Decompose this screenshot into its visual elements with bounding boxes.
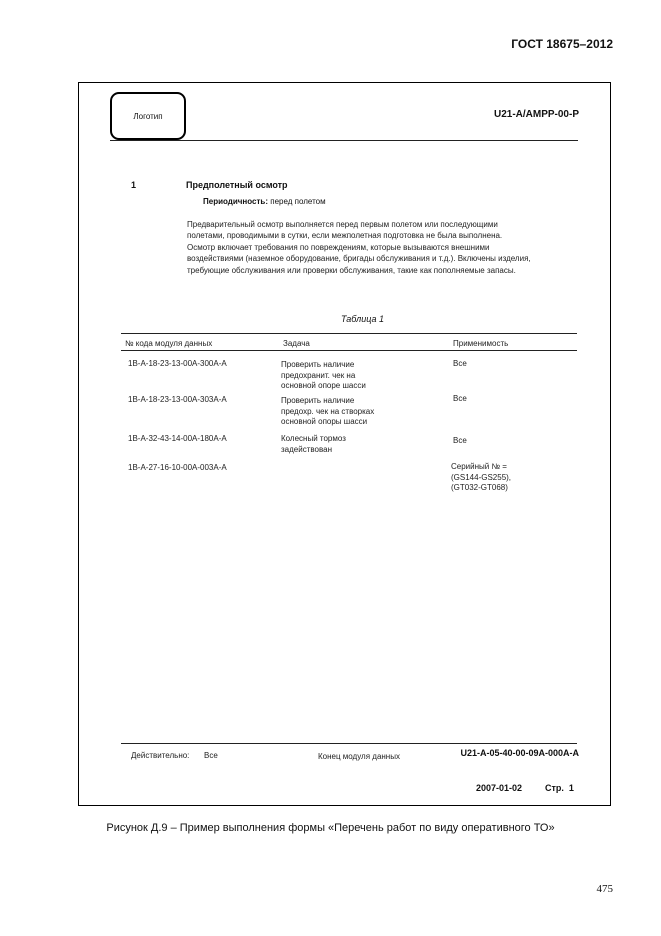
paragraph-line: Осмотр включает требования по повреждениям, которые вызываются внешними bbox=[187, 242, 490, 252]
figure-caption: Рисунок Д.9 – Пример выполнения формы «Перечень работ по виду оперативного ТО» bbox=[106, 822, 555, 834]
task-line: предохр. чек на створках bbox=[281, 406, 375, 416]
table-cell-code: 1B-A-27-16-10-00A-003A-A bbox=[128, 463, 227, 472]
table-cell-applicability: Все bbox=[453, 394, 467, 403]
paragraph-line: требующие обслуживания или проверки обслуживания, такие как пополняемые запасы. bbox=[187, 265, 516, 275]
section-number: 1 bbox=[131, 180, 137, 190]
logo-placeholder bbox=[110, 92, 186, 140]
description-paragraph bbox=[187, 219, 587, 276]
task-line: Проверить наличие bbox=[281, 396, 355, 405]
end-of-module-label: Конец модуля данных bbox=[318, 752, 400, 761]
paragraph-line: Предварительный осмотр выполняется перед первым полетом или последующими bbox=[187, 220, 498, 229]
applicability-line: Серийный № = bbox=[451, 462, 507, 471]
table-header-code: № кода модуля данных bbox=[125, 339, 213, 348]
valid-label: Действительно: bbox=[131, 751, 190, 760]
applicability-line: (GT032-GT068) bbox=[451, 483, 508, 492]
task-line: Проверить наличие bbox=[281, 360, 355, 369]
periodicity-value: перед полетом bbox=[270, 197, 326, 206]
table-header-applicability: Применимость bbox=[453, 339, 509, 348]
task-line: предохранит. чек на bbox=[281, 370, 356, 380]
paragraph-line: воздействиями (наземное оборудование, бригады обслуживания и т.д.). Включены изделия, bbox=[187, 254, 531, 264]
table-cell-applicability bbox=[451, 462, 511, 494]
table-header-task: Задача bbox=[283, 339, 310, 348]
table-cell-code: 1B-A-32-43-14-00A-180A-A bbox=[128, 434, 227, 443]
task-line: задействован bbox=[281, 444, 333, 454]
table-caption: Таблица 1 bbox=[341, 314, 385, 324]
task-line: основной опоры шасси bbox=[281, 417, 368, 426]
page-number: 475 bbox=[596, 883, 613, 895]
valid-value: Все bbox=[204, 751, 218, 760]
form-page bbox=[545, 783, 574, 793]
standard-header: ГОСТ 18675–2012 bbox=[511, 37, 613, 51]
module-code: U21-A/AMPP-00-P bbox=[493, 109, 579, 120]
table-top-rule bbox=[121, 333, 577, 334]
periodicity-label: Периодичность: bbox=[203, 197, 268, 206]
paragraph-line: полетами, проводимыми в сутки, если межполетная подготовка не была выполнена. bbox=[187, 231, 503, 241]
task-line: основной опоре шасси bbox=[281, 381, 366, 390]
section-title: Предполетный осмотр bbox=[186, 180, 288, 190]
end-of-module-code: U21-A-05-40-00-09A-000A-A bbox=[460, 748, 579, 758]
table-cell-code: 1B-A-18-23-13-00A-300A-A bbox=[128, 359, 227, 368]
footer-rule bbox=[121, 743, 577, 744]
table-header-rule bbox=[121, 350, 577, 351]
applicability-line: (GS144-GS255), bbox=[451, 472, 512, 482]
logo-text: Логотип bbox=[133, 111, 163, 121]
table-cell-task bbox=[281, 360, 366, 392]
table-cell-applicability: Все bbox=[453, 436, 467, 445]
periodicity bbox=[203, 197, 326, 206]
header-divider bbox=[110, 140, 578, 141]
page-label: Стр. bbox=[545, 783, 564, 793]
table-cell-task bbox=[281, 434, 346, 455]
table-cell-task bbox=[281, 396, 374, 428]
table-cell-applicability: Все bbox=[453, 359, 467, 368]
table-cell-code: 1B-A-18-23-13-00A-303A-A bbox=[128, 395, 227, 404]
form-page-number: 1 bbox=[568, 783, 574, 793]
issue-date: 2007-01-02 bbox=[476, 783, 523, 793]
task-line: Колесный тормоз bbox=[281, 434, 346, 443]
